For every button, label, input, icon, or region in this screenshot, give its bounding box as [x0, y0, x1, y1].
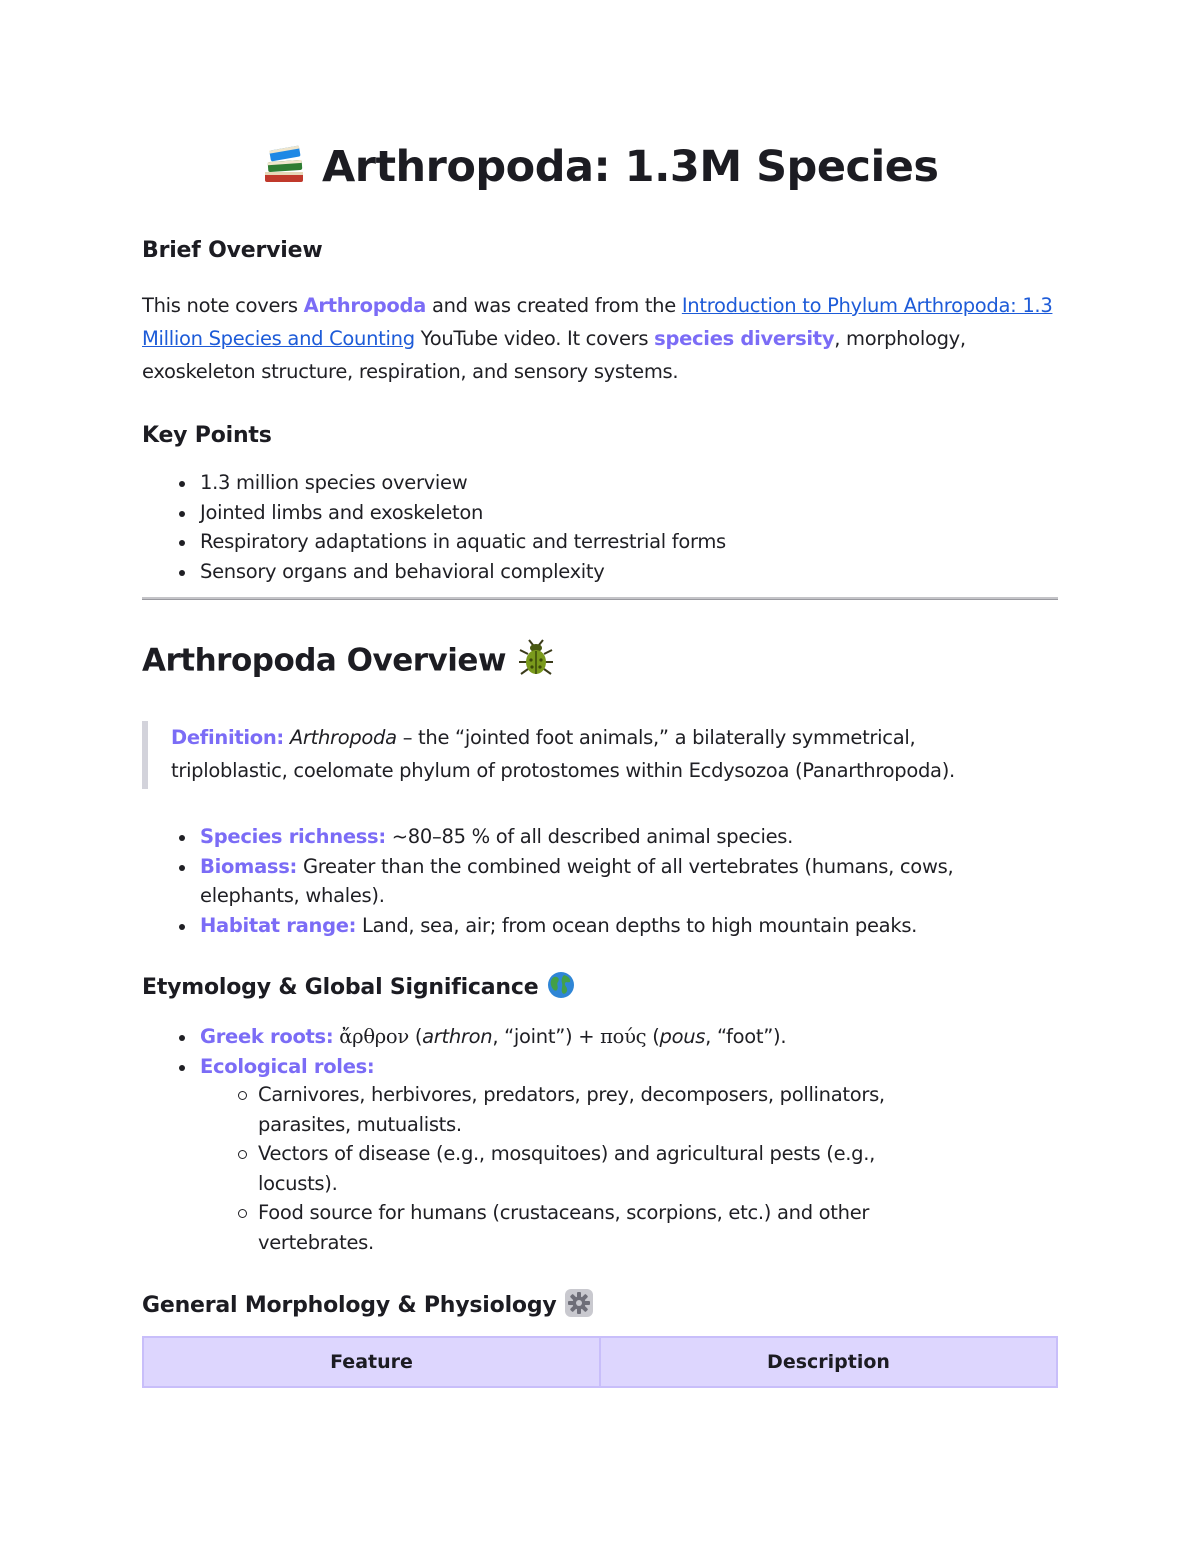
definition-text: – the “jointed foot animals,” a bilaterally symmetrical, [396, 726, 916, 749]
list-item: Sensory organs and behavioral complexity [200, 557, 726, 587]
transliteration: pous [659, 1025, 706, 1048]
list-item: Jointed limbs and exoskeleton [200, 498, 726, 528]
bullet-label: Ecological roles: [200, 1054, 375, 1078]
sub-list-item [258, 1080, 1078, 1139]
overview-heading [142, 638, 556, 686]
etymology-list [200, 1022, 1080, 1081]
bullet-label: Species richness: [200, 825, 386, 848]
overview-heading-text: Arthropoda Overview [142, 642, 507, 679]
ecological-roles-list [258, 1080, 1078, 1257]
list-item: 1.3 million species overview [200, 468, 726, 498]
list-item [200, 852, 1080, 911]
sub-item-text: parasites, mutualists. [258, 1112, 462, 1136]
greek-word: πούς [600, 1025, 647, 1048]
bullet-label: Habitat range: [200, 913, 357, 937]
morphology-heading [142, 1288, 594, 1324]
text-segment: This note covers [142, 294, 304, 317]
bullet-text: elephants, whales). [200, 884, 385, 907]
list-item [200, 911, 1080, 941]
definition-line-1 [171, 721, 1058, 754]
text-segment: , “joint”) + [492, 1025, 601, 1048]
transliteration: arthron [422, 1025, 493, 1048]
bullet-text: Greater than the combined weight of all vertebrates (humans, cows, [297, 854, 954, 878]
globe-icon [546, 970, 576, 1006]
horizontal-divider [142, 597, 1058, 600]
sub-list-item [258, 1198, 1078, 1257]
text-segment: , morphology, exoskeleton structure, respiration, and sensory systems. [142, 327, 966, 383]
list-item [200, 1052, 1080, 1082]
etymology-heading [142, 970, 576, 1006]
key-points-heading: Key Points [142, 423, 272, 448]
definition-term: Arthropoda [289, 726, 397, 749]
list-item [200, 822, 1080, 852]
sub-item-text: Carnivores, herbivores, predators, prey, decomposers, pollinators, [258, 1083, 885, 1106]
bullet-text: ~80–85 % of all described animal species. [385, 825, 794, 848]
list-item: Respiratory adaptations in aquatic and terrestrial forms [200, 527, 726, 557]
morphology-heading-text: General Morphology & Physiology [142, 1293, 557, 1318]
list-item [200, 1022, 1080, 1052]
beetle-icon [516, 638, 556, 686]
definition-label: Definition: [171, 726, 284, 749]
sub-item-text: locusts). [258, 1171, 338, 1195]
etymology-heading-text: Etymology & Global Significance [142, 975, 539, 1000]
definition-line-2: triploblastic, coelomate phylum of protostomes within Ecdysozoa (Panarthropoda). [171, 759, 955, 782]
sub-item-text: Vectors of disease (e.g., mosquitoes) and agricultural pests (e.g., [258, 1142, 876, 1165]
key-points-list [200, 468, 726, 586]
table-header-row [143, 1337, 1057, 1387]
bullet-text: Land, sea, air; from ocean depths to high mountain peaks. [356, 913, 918, 937]
page-title [0, 142, 1200, 197]
text-segment: YouTube video. It covers [414, 327, 655, 350]
brief-overview-paragraph [142, 289, 1072, 388]
bullet-label: Biomass: [200, 854, 298, 878]
sub-list-item [258, 1139, 1078, 1198]
morphology-table [142, 1336, 1058, 1388]
title-text: Arthropoda: 1.3M Species [321, 142, 939, 192]
definition-blockquote [142, 721, 1058, 789]
books-icon [261, 142, 307, 197]
bullet-label: Greek roots: [200, 1025, 334, 1048]
highlight-term: Arthropoda [303, 294, 427, 317]
text-segment: , “foot”). [705, 1025, 787, 1048]
table-header-cell: Description [600, 1337, 1057, 1387]
text-segment: and was created from the [426, 294, 682, 317]
overview-list [200, 822, 1080, 940]
greek-word: ἄρθρον [339, 1025, 409, 1048]
gear-icon [564, 1288, 594, 1324]
brief-overview-heading: Brief Overview [142, 238, 323, 263]
video-link[interactable]: Introduction to Phylum Arthropoda: 1.3 Million Species and Counting [142, 294, 1053, 350]
highlight-term: species diversity [654, 327, 835, 350]
sub-item-text: Food source for humans (crustaceans, scorpions, etc.) and other [258, 1201, 870, 1224]
text-segment: ( [646, 1025, 660, 1048]
table-header-cell: Feature [143, 1337, 600, 1387]
sub-item-text: vertebrates. [258, 1230, 374, 1254]
text-segment: ( [408, 1025, 423, 1048]
